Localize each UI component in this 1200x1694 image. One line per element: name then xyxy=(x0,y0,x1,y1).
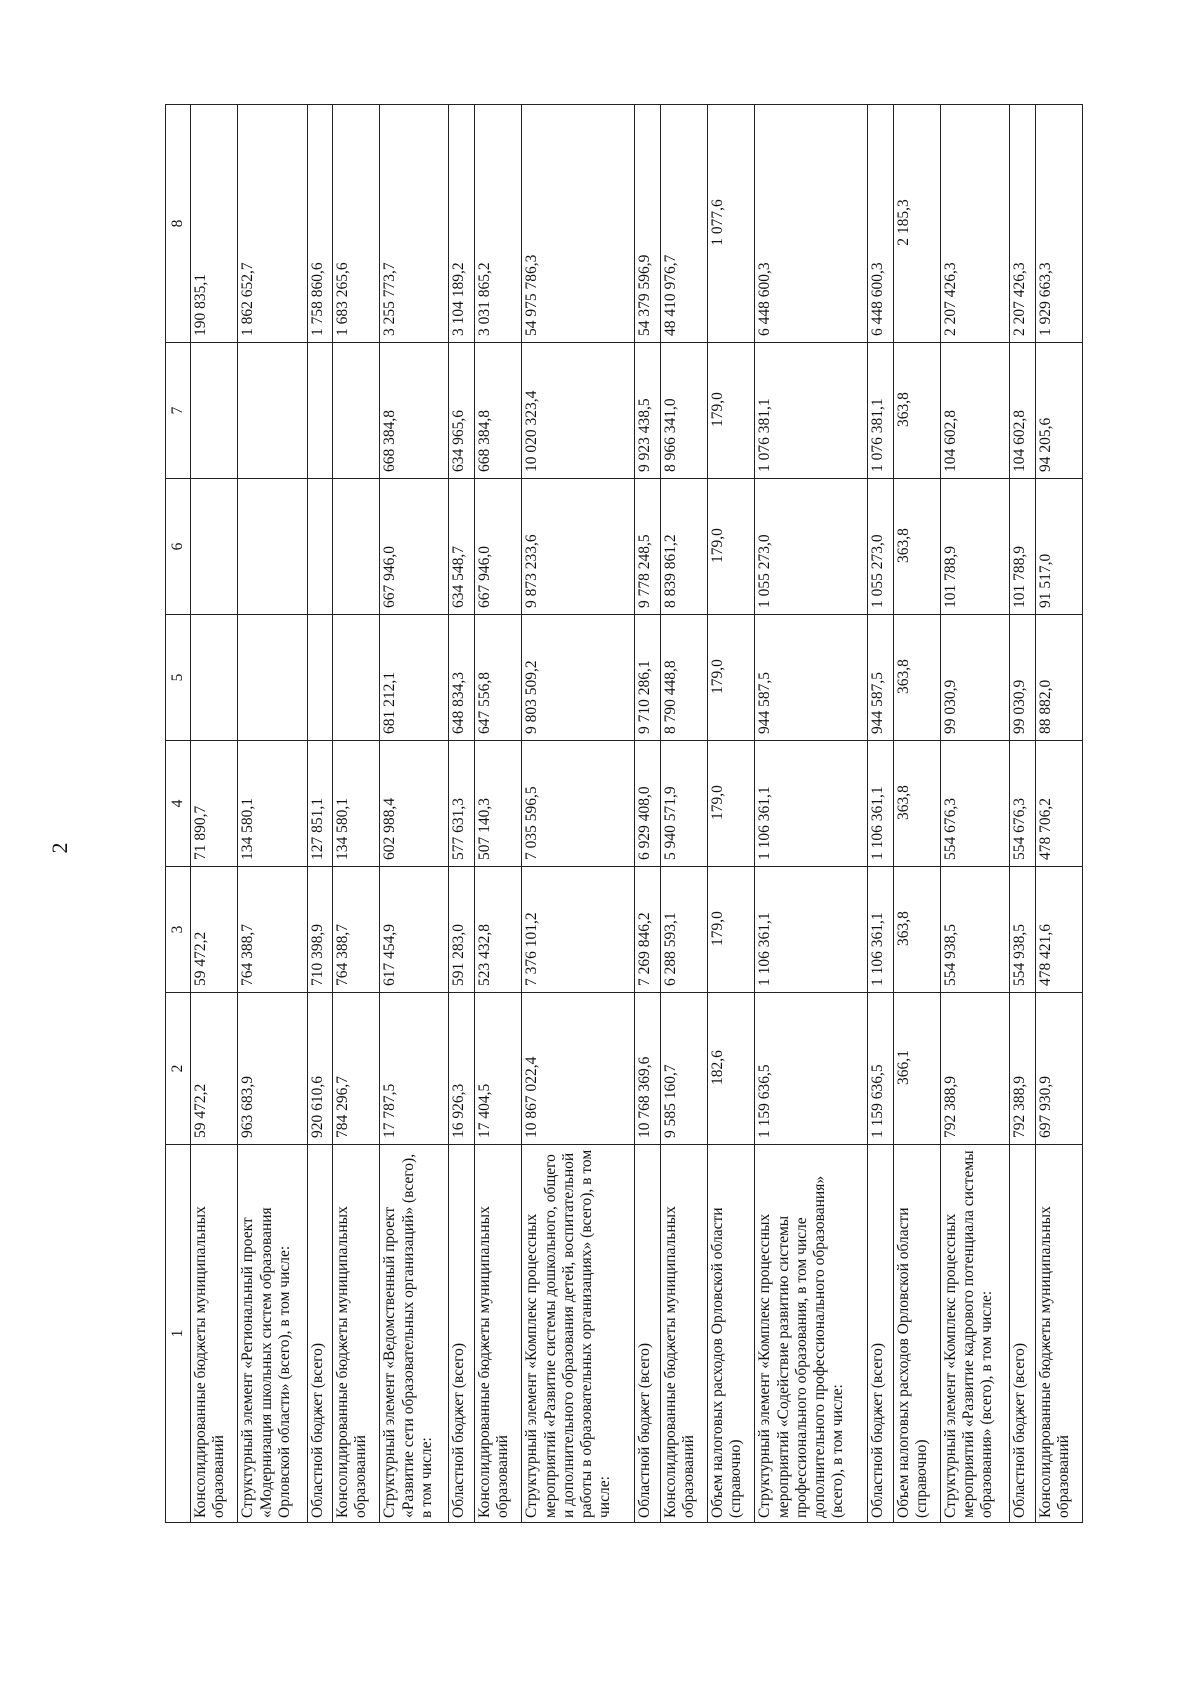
row-label: Структурный элемент «Ведомственный проект «Развитие сети образовательных организаций» (всего), в том числе: xyxy=(380,1145,449,1523)
table-cell: 99 030,9 xyxy=(940,615,1009,741)
table-cell: 179,0 xyxy=(707,867,754,993)
table-row xyxy=(1035,105,1082,1523)
table-cell: 1 929 663,3 xyxy=(1035,105,1082,343)
table-cell: 617 454,9 xyxy=(380,867,449,993)
table-cell: 2 207 426,3 xyxy=(940,105,1009,343)
table-cell: 6 929 408,0 xyxy=(635,741,660,867)
table-cell: 363,8 xyxy=(893,343,940,479)
table-cell: 104 602,8 xyxy=(940,343,1009,479)
table-cell: 104 602,8 xyxy=(1010,343,1035,479)
header-row xyxy=(166,105,191,1523)
table-cell: 7 269 846,2 xyxy=(635,867,660,993)
table-cell: 668 384,8 xyxy=(380,343,449,479)
table-cell: 17 787,5 xyxy=(380,993,449,1145)
table-cell: 920 610,6 xyxy=(307,993,332,1145)
table-cell: 963 683,9 xyxy=(238,993,307,1145)
table-cell: 6 288 593,1 xyxy=(660,867,707,993)
table-cell: 8 966 341,0 xyxy=(660,343,707,479)
table-cell: 16 926,3 xyxy=(449,993,474,1145)
table-cell: 1 159 636,5 xyxy=(868,993,893,1145)
table-row xyxy=(449,105,474,1523)
table-cell: 1 076 381,1 xyxy=(755,343,868,479)
table-cell: 667 946,0 xyxy=(474,479,521,615)
table-cell: 127 851,1 xyxy=(307,741,332,867)
table-cell xyxy=(238,615,307,741)
table-cell: 8 790 448,8 xyxy=(660,615,707,741)
table-row xyxy=(868,105,893,1523)
table-cell: 363,8 xyxy=(893,741,940,867)
table-cell: 6 448 600,3 xyxy=(755,105,868,343)
table-cell: 6 448 600,3 xyxy=(868,105,893,343)
table-row xyxy=(893,105,940,1523)
table-cell: 2 207 426,3 xyxy=(1010,105,1035,343)
row-label: Областной бюджет (всего) xyxy=(449,1145,474,1523)
table-cell: 1 055 273,0 xyxy=(868,479,893,615)
table-cell: 764 388,7 xyxy=(238,867,307,993)
column-header: 8 xyxy=(166,105,191,343)
table-row xyxy=(474,105,521,1523)
table-cell: 9 778 248,5 xyxy=(635,479,660,615)
table-cell: 8 839 861,2 xyxy=(660,479,707,615)
budget-table xyxy=(165,104,1083,1523)
table-cell xyxy=(307,479,332,615)
column-header: 6 xyxy=(166,479,191,615)
table-cell: 634 965,6 xyxy=(449,343,474,479)
table-cell: 48 410 976,7 xyxy=(660,105,707,343)
table-row xyxy=(332,105,379,1523)
row-label: Консолидированные бюджеты муниципальных образований xyxy=(332,1145,379,1523)
table-cell: 668 384,8 xyxy=(474,343,521,479)
table-cell: 179,0 xyxy=(707,479,754,615)
table-cell: 190 835,1 xyxy=(191,105,238,343)
table-cell: 54 975 786,3 xyxy=(522,105,635,343)
table-cell: 71 890,7 xyxy=(191,741,238,867)
table-cell: 9 873 233,6 xyxy=(522,479,635,615)
table-cell xyxy=(307,343,332,479)
table-cell: 507 140,3 xyxy=(474,741,521,867)
table-cell: 9 803 509,2 xyxy=(522,615,635,741)
column-header: 3 xyxy=(166,867,191,993)
row-label: Консолидированные бюджеты муниципальных образований xyxy=(660,1145,707,1523)
column-header: 5 xyxy=(166,615,191,741)
table-cell: 101 788,9 xyxy=(1010,479,1035,615)
table-cell: 1 862 652,7 xyxy=(238,105,307,343)
table-cell: 1 106 361,1 xyxy=(868,867,893,993)
table-cell xyxy=(332,479,379,615)
table-cell: 54 379 596,9 xyxy=(635,105,660,343)
table-cell: 182,6 xyxy=(707,993,754,1145)
table-cell: 7 376 101,2 xyxy=(522,867,635,993)
table-cell: 9 710 286,1 xyxy=(635,615,660,741)
table-cell: 1 758 860,6 xyxy=(307,105,332,343)
table-cell: 1 055 273,0 xyxy=(755,479,868,615)
row-label: Областной бюджет (всего) xyxy=(307,1145,332,1523)
table-cell xyxy=(238,479,307,615)
table-cell: 554 938,5 xyxy=(1010,867,1035,993)
table-row xyxy=(191,105,238,1523)
table-cell: 10 020 323,4 xyxy=(522,343,635,479)
table-cell: 784 296,7 xyxy=(332,993,379,1145)
table-cell: 134 580,1 xyxy=(332,741,379,867)
table-cell: 9 923 438,5 xyxy=(635,343,660,479)
table-cell: 1 106 361,1 xyxy=(755,867,868,993)
budget-table-container xyxy=(165,105,1083,1523)
table-cell: 554 938,5 xyxy=(940,867,1009,993)
column-header: 4 xyxy=(166,741,191,867)
table-cell: 681 212,1 xyxy=(380,615,449,741)
table-cell: 363,8 xyxy=(893,615,940,741)
table-cell: 764 388,7 xyxy=(332,867,379,993)
table-cell: 59 472,2 xyxy=(191,993,238,1145)
table-cell: 1 159 636,5 xyxy=(755,993,868,1145)
table-cell xyxy=(332,615,379,741)
table-cell: 7 035 596,5 xyxy=(522,741,635,867)
table-cell: 9 585 160,7 xyxy=(660,993,707,1145)
table-cell: 602 988,4 xyxy=(380,741,449,867)
table-cell: 10 768 369,6 xyxy=(635,993,660,1145)
table-cell: 3 104 189,2 xyxy=(449,105,474,343)
row-label: Областной бюджет (всего) xyxy=(1010,1145,1035,1523)
table-row xyxy=(522,105,635,1523)
table-cell: 2 185,3 xyxy=(893,105,940,343)
table-row xyxy=(635,105,660,1523)
table-cell: 591 283,0 xyxy=(449,867,474,993)
table-cell xyxy=(307,615,332,741)
table-cell: 944 587,5 xyxy=(868,615,893,741)
table-cell xyxy=(191,615,238,741)
table-cell: 1 106 361,1 xyxy=(755,741,868,867)
row-label: Консолидированные бюджеты муниципальных образований xyxy=(191,1145,238,1523)
table-cell: 3 031 865,2 xyxy=(474,105,521,343)
table-cell: 3 255 773,7 xyxy=(380,105,449,343)
table-cell: 944 587,5 xyxy=(755,615,868,741)
row-label: Структурный элемент «Комплекс процессных мероприятий «Содействие развитию системы профессионального образования, в том числе дополнительного профессионального образования» (всего), в том числе: xyxy=(755,1145,868,1523)
table-cell: 101 788,9 xyxy=(940,479,1009,615)
table-row xyxy=(707,105,754,1523)
page-number: 2 xyxy=(47,842,72,854)
table-row xyxy=(940,105,1009,1523)
table-cell: 648 834,3 xyxy=(449,615,474,741)
table-cell: 577 631,3 xyxy=(449,741,474,867)
table-cell: 99 030,9 xyxy=(1010,615,1035,741)
row-label: Структурный элемент «Комплекс процессных мероприятий «Развитие кадрового потенциала системы образования» (всего), в том числе: xyxy=(940,1145,1009,1523)
table-cell: 634 548,7 xyxy=(449,479,474,615)
table-cell: 179,0 xyxy=(707,741,754,867)
table-cell: 363,8 xyxy=(893,479,940,615)
table-cell: 647 556,8 xyxy=(474,615,521,741)
table-row xyxy=(1010,105,1035,1523)
row-label: Областной бюджет (всего) xyxy=(868,1145,893,1523)
table-cell: 1 683 265,6 xyxy=(332,105,379,343)
table-cell: 134 580,1 xyxy=(238,741,307,867)
row-label: Областной бюджет (всего) xyxy=(635,1145,660,1523)
table-cell: 94 205,6 xyxy=(1035,343,1082,479)
table-cell: 17 404,5 xyxy=(474,993,521,1145)
table-cell: 1 076 381,1 xyxy=(868,343,893,479)
table-cell: 792 388,9 xyxy=(940,993,1009,1145)
row-label: Объем налоговых расходов Орловской области (справочно) xyxy=(893,1145,940,1523)
table-row xyxy=(238,105,307,1523)
row-label: Структурный элемент «Комплекс процессных мероприятий «Развитие системы дошкольного, общего и дополнительного образования детей, воспитательной работы в образовательных организациях» (всего), в том числе: xyxy=(522,1145,635,1523)
table-cell: 88 882,0 xyxy=(1035,615,1082,741)
table-cell: 710 398,9 xyxy=(307,867,332,993)
row-label: Объем налоговых расходов Орловской области (справочно) xyxy=(707,1145,754,1523)
table-cell xyxy=(332,343,379,479)
table-cell xyxy=(238,343,307,479)
table-cell: 478 421,6 xyxy=(1035,867,1082,993)
table-cell: 697 930,9 xyxy=(1035,993,1082,1145)
table-row xyxy=(307,105,332,1523)
column-header: 1 xyxy=(166,1145,191,1523)
row-label: Консолидированные бюджеты муниципальных образований xyxy=(1035,1145,1082,1523)
table-cell: 792 388,9 xyxy=(1010,993,1035,1145)
table-cell xyxy=(191,343,238,479)
row-label: Консолидированные бюджеты муниципальных образований xyxy=(474,1145,521,1523)
table-cell: 667 946,0 xyxy=(380,479,449,615)
row-label: Структурный элемент «Региональный проект «Модернизация школьных систем образования Орловской области» (всего), в том числе: xyxy=(238,1145,307,1523)
table-cell: 1 106 361,1 xyxy=(868,741,893,867)
table-cell: 5 940 571,9 xyxy=(660,741,707,867)
table-row xyxy=(380,105,449,1523)
table-row xyxy=(660,105,707,1523)
table-cell: 363,8 xyxy=(893,867,940,993)
table-cell: 523 432,8 xyxy=(474,867,521,993)
table-cell: 554 676,3 xyxy=(1010,741,1035,867)
table-cell: 179,0 xyxy=(707,615,754,741)
table-cell: 1 077,6 xyxy=(707,105,754,343)
column-header: 2 xyxy=(166,993,191,1145)
table-cell: 554 676,3 xyxy=(940,741,1009,867)
column-header: 7 xyxy=(166,343,191,479)
table-cell xyxy=(191,479,238,615)
table-cell: 10 867 022,4 xyxy=(522,993,635,1145)
table-row xyxy=(755,105,868,1523)
table-cell: 366,1 xyxy=(893,993,940,1145)
table-cell: 91 517,0 xyxy=(1035,479,1082,615)
table-cell: 478 706,2 xyxy=(1035,741,1082,867)
table-cell: 59 472,2 xyxy=(191,867,238,993)
table-cell: 179,0 xyxy=(707,343,754,479)
